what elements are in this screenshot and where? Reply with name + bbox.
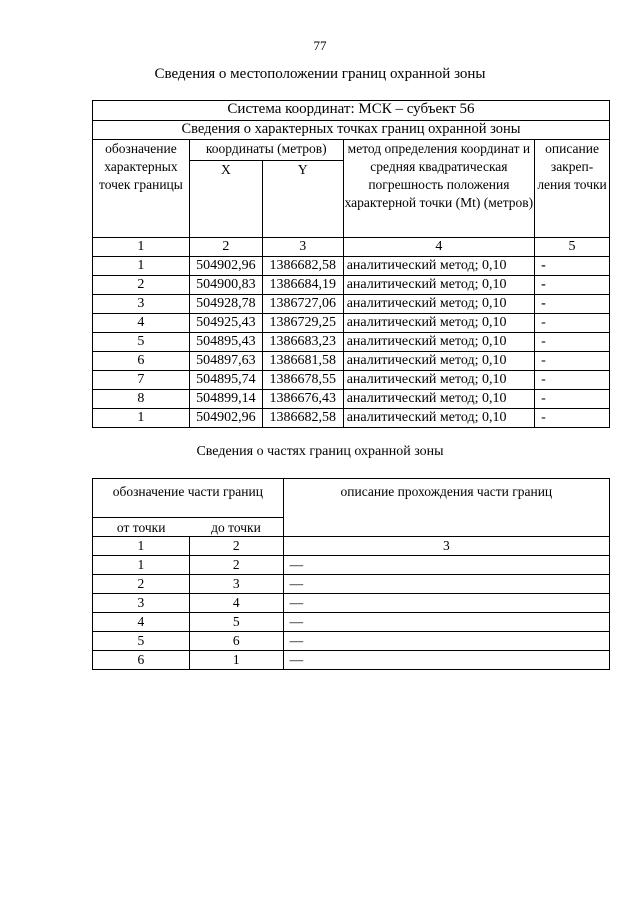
points-subtitle-header: Сведения о характерных точках границ охранной зоны bbox=[93, 121, 610, 140]
point-cell: 4 bbox=[93, 314, 190, 333]
y-cell: 1386681,58 bbox=[262, 352, 343, 371]
col-header-coords: координаты (метров) bbox=[189, 140, 343, 161]
table-row bbox=[93, 295, 610, 314]
y-cell: 1386683,23 bbox=[262, 333, 343, 352]
col-number: 2 bbox=[189, 238, 262, 257]
x-cell: 504925,43 bbox=[189, 314, 262, 333]
y-cell: 1386682,58 bbox=[262, 257, 343, 276]
col-header-point: обозначение характерных точек границы bbox=[93, 140, 190, 238]
table-row bbox=[93, 352, 610, 371]
point-cell: 1 bbox=[93, 257, 190, 276]
to-cell: 6 bbox=[189, 632, 283, 651]
to-cell: 3 bbox=[189, 575, 283, 594]
method-cell: аналитический метод; 0,10 bbox=[343, 276, 534, 295]
from-cell: 4 bbox=[93, 613, 190, 632]
x-cell: 504895,43 bbox=[189, 333, 262, 352]
table-row bbox=[93, 594, 610, 613]
boundary-points-table bbox=[92, 100, 610, 428]
point-cell: 8 bbox=[93, 390, 190, 409]
boundary-parts-table bbox=[92, 478, 610, 670]
desc-cell: — bbox=[283, 632, 609, 651]
col-header-description: описание прохождения части границ bbox=[283, 479, 609, 537]
table-row bbox=[93, 556, 610, 575]
method-cell: аналитический метод; 0,10 bbox=[343, 314, 534, 333]
page-number: 77 bbox=[313, 38, 327, 53]
fix-cell: - bbox=[535, 314, 610, 333]
x-cell: 504899,14 bbox=[189, 390, 262, 409]
table-row bbox=[93, 390, 610, 409]
y-cell: 1386684,19 bbox=[262, 276, 343, 295]
point-cell: 1 bbox=[93, 409, 190, 428]
from-cell: 5 bbox=[93, 632, 190, 651]
col-header-method: метод определения координат и средняя квадратическая погрешность положения характерной точки (Mt) (метров) bbox=[343, 140, 534, 238]
y-cell: 1386676,43 bbox=[262, 390, 343, 409]
y-cell: 1386729,25 bbox=[262, 314, 343, 333]
from-cell: 3 bbox=[93, 594, 190, 613]
fix-cell: - bbox=[535, 276, 610, 295]
from-cell: 2 bbox=[93, 575, 190, 594]
col-number: 2 bbox=[189, 537, 283, 556]
col-number: 3 bbox=[262, 238, 343, 257]
table-row bbox=[93, 314, 610, 333]
col-header-y: Y bbox=[262, 161, 343, 238]
method-cell: аналитический метод; 0,10 bbox=[343, 409, 534, 428]
from-cell: 6 bbox=[93, 651, 190, 670]
col-number: 4 bbox=[343, 238, 534, 257]
fix-cell: - bbox=[535, 257, 610, 276]
x-cell: 504895,74 bbox=[189, 371, 262, 390]
to-cell: 4 bbox=[189, 594, 283, 613]
method-cell: аналитический метод; 0,10 bbox=[343, 371, 534, 390]
x-cell: 504900,83 bbox=[189, 276, 262, 295]
fix-cell: - bbox=[535, 409, 610, 428]
table-row bbox=[93, 651, 610, 670]
fix-cell: - bbox=[535, 352, 610, 371]
point-cell: 7 bbox=[93, 371, 190, 390]
to-cell: 2 bbox=[189, 556, 283, 575]
col-number: 1 bbox=[93, 537, 190, 556]
point-cell: 6 bbox=[93, 352, 190, 371]
from-cell: 1 bbox=[93, 556, 190, 575]
fix-cell: - bbox=[535, 390, 610, 409]
y-cell: 1386727,06 bbox=[262, 295, 343, 314]
desc-cell: — bbox=[283, 651, 609, 670]
col-number: 3 bbox=[283, 537, 609, 556]
fix-cell: - bbox=[535, 371, 610, 390]
table-row bbox=[93, 371, 610, 390]
coord-system-header: Система координат: МСК – субъект 56 bbox=[93, 101, 610, 121]
table-row bbox=[93, 257, 610, 276]
col-header-from: от точки bbox=[93, 518, 190, 537]
method-cell: аналитический метод; 0,10 bbox=[343, 295, 534, 314]
col-number: 5 bbox=[535, 238, 610, 257]
table-row bbox=[93, 613, 610, 632]
table-row bbox=[93, 575, 610, 594]
section-title-parts: Сведения о частях границ охранной зоны bbox=[196, 444, 444, 459]
to-cell: 5 bbox=[189, 613, 283, 632]
point-cell: 3 bbox=[93, 295, 190, 314]
table-row bbox=[93, 276, 610, 295]
fix-cell: - bbox=[535, 295, 610, 314]
table-row bbox=[93, 632, 610, 651]
to-cell: 1 bbox=[189, 651, 283, 670]
desc-cell: — bbox=[283, 594, 609, 613]
desc-cell: — bbox=[283, 575, 609, 594]
x-cell: 504897,63 bbox=[189, 352, 262, 371]
method-cell: аналитический метод; 0,10 bbox=[343, 390, 534, 409]
fix-cell: - bbox=[535, 333, 610, 352]
desc-cell: — bbox=[283, 613, 609, 632]
x-cell: 504902,96 bbox=[189, 409, 262, 428]
point-cell: 2 bbox=[93, 276, 190, 295]
method-cell: аналитический метод; 0,10 bbox=[343, 257, 534, 276]
desc-cell: — bbox=[283, 556, 609, 575]
x-cell: 504928,78 bbox=[189, 295, 262, 314]
y-cell: 1386682,58 bbox=[262, 409, 343, 428]
table-row bbox=[93, 333, 610, 352]
x-cell: 504902,96 bbox=[189, 257, 262, 276]
col-header-fixing: описание закреп-ления точки bbox=[535, 140, 610, 238]
y-cell: 1386678,55 bbox=[262, 371, 343, 390]
point-cell: 5 bbox=[93, 333, 190, 352]
col-header-part: обозначение части границ bbox=[93, 479, 284, 518]
method-cell: аналитический метод; 0,10 bbox=[343, 352, 534, 371]
col-header-x: X bbox=[189, 161, 262, 238]
method-cell: аналитический метод; 0,10 bbox=[343, 333, 534, 352]
col-number: 1 bbox=[93, 238, 190, 257]
section-title-boundaries: Сведения о местоположении границ охранной зоны bbox=[154, 66, 486, 82]
col-header-to: до точки bbox=[189, 518, 283, 537]
table-row bbox=[93, 409, 610, 428]
